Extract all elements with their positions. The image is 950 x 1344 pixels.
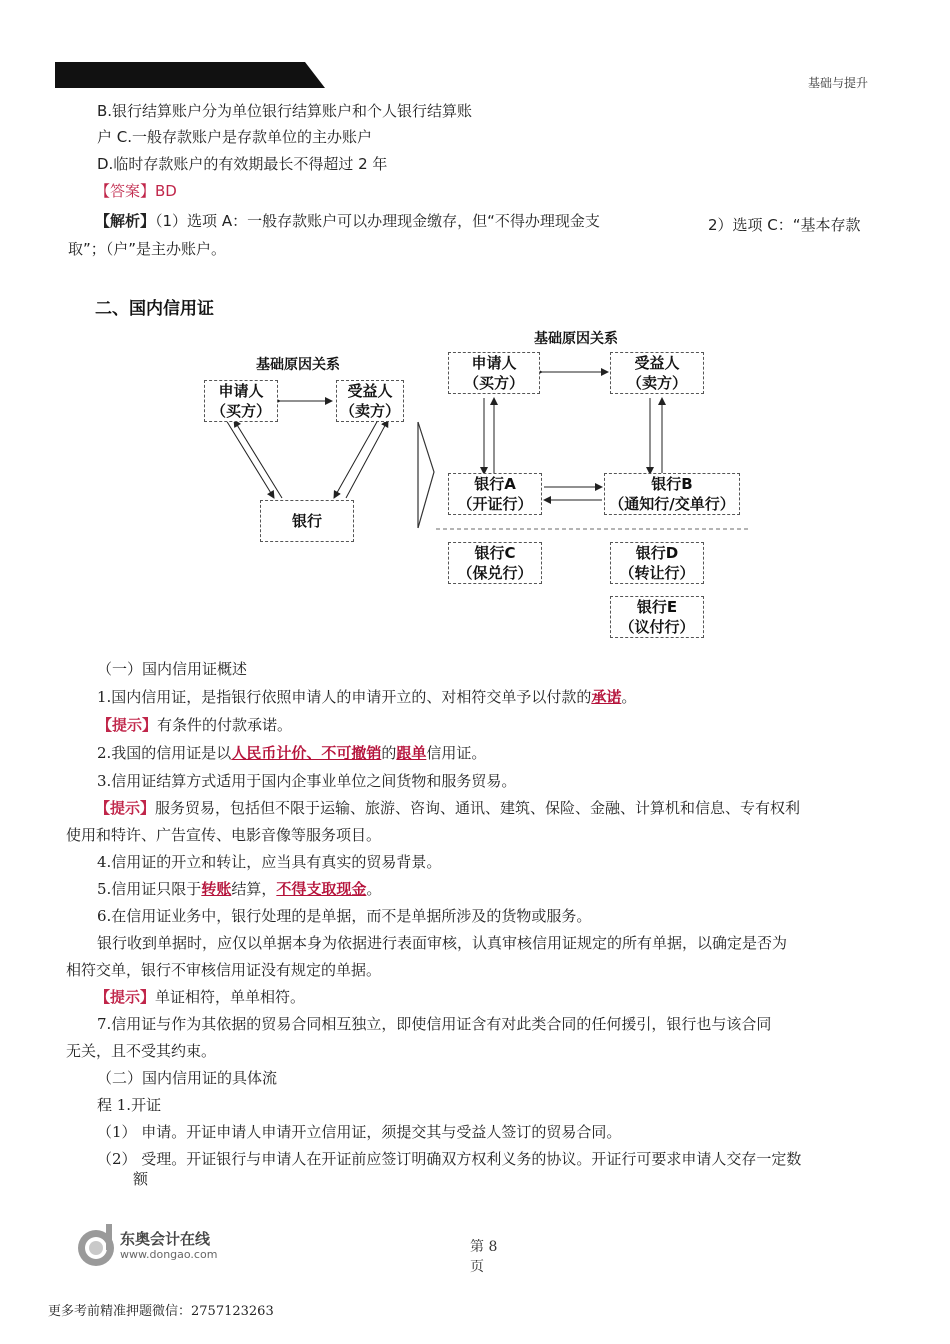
tip-3 [95, 986, 305, 1008]
left-applicant-label: 申请人 [218, 382, 264, 400]
tip-2-cont: 使用和特许、广告宣传、电影音像等服务项目。 [66, 826, 382, 844]
para-1-highlight: 承诺 [591, 688, 622, 706]
para-1 [97, 686, 636, 708]
left-applicant-box [204, 380, 278, 422]
para-5-text: 5.信用证只限于 [97, 880, 202, 898]
left-beneficiary-label: 受益人 [347, 382, 393, 400]
para-5-highlight-1: 转账 [201, 880, 232, 898]
dongao-logo-icon [76, 1224, 118, 1268]
para-2-end: 信用证。 [426, 744, 487, 762]
option-b: B.银行结算账户分为单位银行结算账户和个人银行结算账 [97, 102, 473, 120]
para-6: 6.在信用证业务中，银行处理的是单据，而不是单据所涉及的货物或服务。 [97, 907, 592, 925]
analysis-line [95, 210, 600, 232]
left-beneficiary-role: （卖方） [339, 402, 400, 420]
tip-2 [95, 797, 800, 819]
para-2-mid: 的 [381, 744, 397, 762]
heading-process-cont: 程 1.开证 [97, 1096, 162, 1114]
analysis-right: 2）选项 C：“基本存款 [708, 216, 861, 234]
bank-b-box [604, 473, 740, 515]
tip-1-label: 【提示】 [97, 716, 158, 734]
bank-a-role: （开证行） [457, 495, 533, 513]
page-number: 第 8 页 [470, 1239, 498, 1275]
right-applicant-box [448, 352, 540, 394]
para-3: 3.信用证结算方式适用于国内企事业单位之间货物和服务贸易。 [97, 772, 517, 790]
tip-1 [97, 714, 292, 736]
step-2: （2） 受理。开证银行与申请人在开证前应签订明确双方权利义务的协议。开证行可要求申请人交存一定数 [97, 1150, 802, 1168]
heading-overview: （一）国内信用证概述 [97, 660, 248, 678]
arrow-bank-applicant [234, 420, 282, 498]
header-right-text: 基础与提升 [808, 76, 869, 90]
para-2 [97, 742, 486, 764]
arrow-beneficiary-bank [334, 420, 378, 498]
answer-label: 【答案】 [95, 182, 156, 200]
bank-d-label: 银行D [635, 544, 679, 562]
option-b-cont: 户 C.一般存款账户是存款单位的主办账户 [97, 128, 373, 146]
para-2-highlight-1: 人民币计价、不可撤销 [231, 744, 382, 762]
bank-b-role: （通知行/交单行） [609, 495, 735, 513]
answer-value: BD [155, 182, 177, 200]
para-1-end: 。 [621, 688, 637, 706]
bank-a-box [448, 473, 542, 515]
answer-line [95, 180, 177, 202]
step-1: （1） 申请。开证申请人申请开立信用证，须提交其与受益人签订的贸易合同。 [97, 1123, 622, 1141]
right-diagram-title: 基础原因关系 [534, 331, 618, 347]
bank-e-role: （议付行） [619, 618, 695, 636]
tip-2-text: 服务贸易，包括但不限于运输、旅游、咨询、通讯、建筑、保险、金融、计算机和信息、专有权利 [155, 799, 801, 817]
step-2-cont: 额 [133, 1170, 149, 1188]
tip-2-label: 【提示】 [95, 799, 156, 817]
para-5-highlight-2: 不得支取现金 [276, 880, 367, 898]
heading-process: （二）国内信用证的具体流 [97, 1069, 278, 1087]
right-beneficiary-box [610, 352, 704, 394]
analysis-line2: 取”；（户”是主办账户。 [68, 240, 227, 258]
para-5-end: 。 [366, 880, 382, 898]
right-applicant-label: 申请人 [471, 354, 517, 372]
tip-1-text: 有条件的付款承诺。 [157, 716, 293, 734]
letter-of-credit-diagram [190, 320, 760, 650]
right-beneficiary-label: 受益人 [634, 354, 680, 372]
bank-d-role: （转让行） [619, 564, 695, 582]
bank-c-box [448, 542, 542, 584]
para-5-mid: 结算， [231, 880, 277, 898]
right-applicant-role: （买方） [463, 374, 524, 392]
para-1-text: 1.国内信用证，是指银行依照申请人的申请开立的、对相符交单予以付款的 [97, 688, 592, 706]
bank-a-label: 银行A [474, 475, 516, 493]
para-7: 7.信用证与作为其依据的贸易合同相互独立，即使信用证含有对此类合同的任何援引，银行也与该合同 [97, 1015, 772, 1033]
header-bar [55, 62, 325, 88]
bank-d-box [610, 542, 704, 584]
tip-3-label: 【提示】 [95, 988, 156, 1006]
bank-c-label: 银行C [474, 544, 516, 562]
bank-e-box [610, 596, 704, 638]
logo-url: www.dongao.com [120, 1248, 218, 1261]
arrow-applicant-bank [226, 420, 274, 498]
para-2-text: 2.我国的信用证是以 [97, 744, 232, 762]
logo-name: 东奥会计在线 [120, 1230, 211, 1248]
left-bank-box [260, 500, 354, 542]
para-5 [97, 878, 381, 900]
bank-e-label: 银行E [636, 598, 678, 616]
para-6b: 银行收到单据时，应仅以单据本身为依据进行表面审核，认真审核信用证规定的所有单据，以确定是否为 [97, 934, 788, 952]
bank-c-role: （保兑行） [457, 564, 533, 582]
section-title: 二、国内信用证 [95, 299, 214, 319]
tip-3-text: 单证相符，单单相符。 [155, 988, 306, 1006]
para-7-cont: 无关，且不受其约束。 [66, 1042, 217, 1060]
left-beneficiary-box [336, 380, 404, 422]
option-d: D.临时存款账户的有效期最长不得超过 2 年 [97, 155, 388, 173]
bank-b-label: 银行B [651, 475, 693, 493]
para-2-highlight-2: 跟单 [396, 744, 427, 762]
right-beneficiary-role: （卖方） [626, 374, 687, 392]
footer-wechat: 更多考前精准押题微信：2757123263 [48, 1304, 274, 1319]
para-6b-cont: 相符交单，银行不审核信用证没有规定的单据。 [66, 961, 382, 979]
transform-arrow [418, 422, 434, 528]
left-diagram-title: 基础原因关系 [256, 357, 340, 373]
arrow-bank-beneficiary [346, 420, 388, 498]
analysis-text: （1）选项 A：一般存款账户可以办理现金缴存，但“不得办理现金支 [155, 212, 600, 230]
analysis-label: 【解析】 [95, 212, 156, 230]
left-applicant-role: （买方） [210, 402, 271, 420]
para-4: 4.信用证的开立和转让，应当具有真实的贸易背景。 [97, 853, 442, 871]
left-bank-label: 银行 [291, 512, 322, 530]
